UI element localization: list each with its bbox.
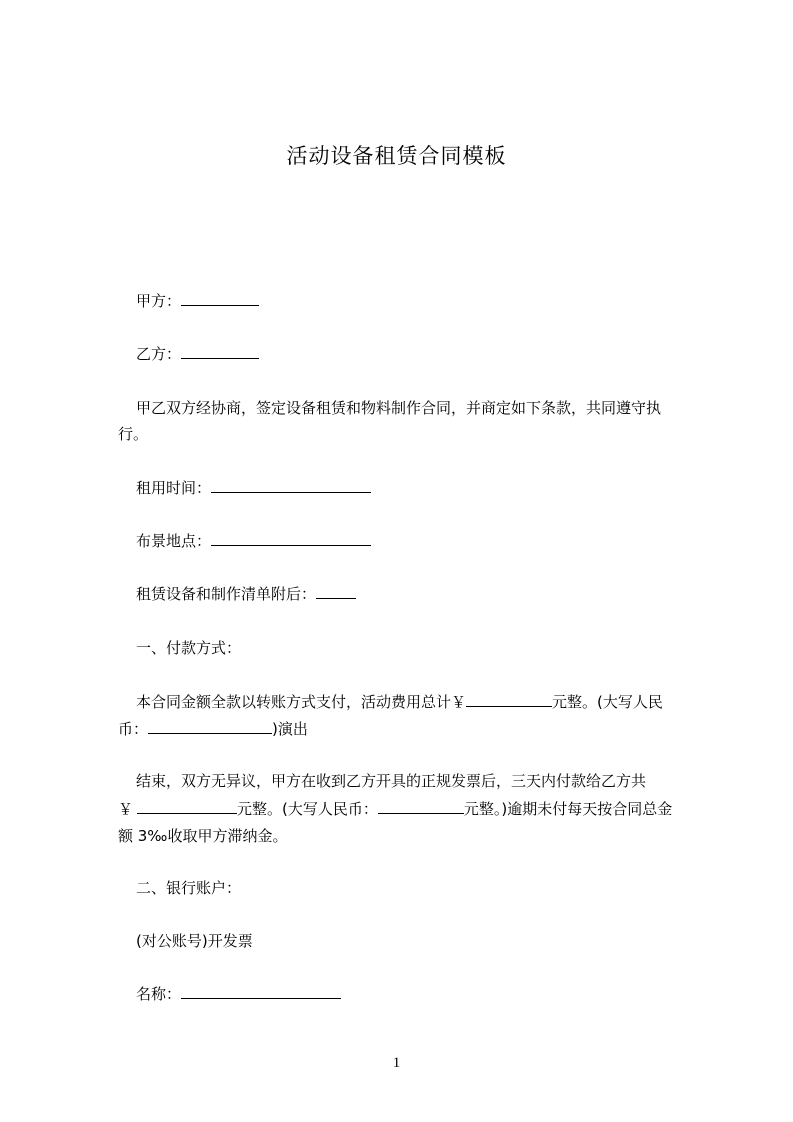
party-a-line — [118, 287, 721, 316]
payment-p1-text-c: 币： — [118, 720, 149, 738]
venue-line — [118, 527, 721, 556]
party-b-label: 乙方： — [136, 345, 182, 363]
total-amount-blank — [466, 691, 552, 707]
payment-p2-line-3: 额 3‰收取甲方滞纳金。 — [118, 827, 288, 845]
section-1-heading: 一、付款方式： — [136, 639, 242, 657]
equipment-list-label: 租赁设备和制作清单附后： — [136, 585, 317, 603]
payment-p2-text-a: ￥ — [118, 800, 134, 818]
rental-time-line — [118, 474, 721, 503]
account-name-line — [118, 980, 721, 1009]
payment-p1-line-2 — [118, 715, 703, 744]
payment-amount-words-blank — [378, 798, 464, 814]
payment-p2-line-1: 结束，双方无异议，甲方在收到乙方开具的正规发票后，三天内付款给乙方共 — [136, 772, 647, 790]
payment-p1-text-b: 元整。(大写人民 — [552, 693, 663, 711]
account-name-blank — [181, 983, 341, 999]
section-2-heading: 二、银行账户： — [136, 879, 242, 897]
page-number: 1 — [392, 1055, 401, 1071]
party-a-blank — [181, 290, 259, 306]
payment-p1-line-1 — [118, 688, 721, 717]
payment-p1-text-a: 本合同金额全款以转账方式支付，活动费用总计￥ — [136, 693, 467, 711]
document-title: 活动设备租赁合同模板 — [286, 144, 507, 168]
party-b-line — [118, 340, 721, 369]
party-b-blank — [181, 343, 259, 359]
payment-p2-line-2 — [118, 795, 703, 824]
venue-label: 布景地点： — [136, 532, 212, 550]
equipment-list-blank — [316, 583, 356, 599]
equipment-list-line — [118, 580, 721, 609]
venue-blank — [211, 530, 371, 546]
payment-p1-text-d: )演出 — [272, 720, 308, 738]
account-name-label: 名称： — [136, 985, 182, 1003]
total-amount-words-blank — [148, 718, 272, 734]
payment-p2-text-b: 元整。(大写人民币： — [237, 800, 378, 818]
rental-time-label: 租用时间： — [136, 479, 212, 497]
payment-p2-text-c: 元整。)逾期未付每天按合同总金 — [463, 800, 673, 818]
payment-amount-blank — [137, 798, 237, 814]
account-type-line: (对公账号)开发票 — [136, 932, 253, 950]
intro-line-2: 行。 — [118, 425, 149, 443]
intro-line-1: 甲乙双方经协商，签定设备租赁和物料制作合同，并商定如下条款，共同遵守执 — [136, 399, 662, 417]
party-a-label: 甲方： — [136, 292, 182, 310]
rental-time-blank — [211, 477, 371, 493]
